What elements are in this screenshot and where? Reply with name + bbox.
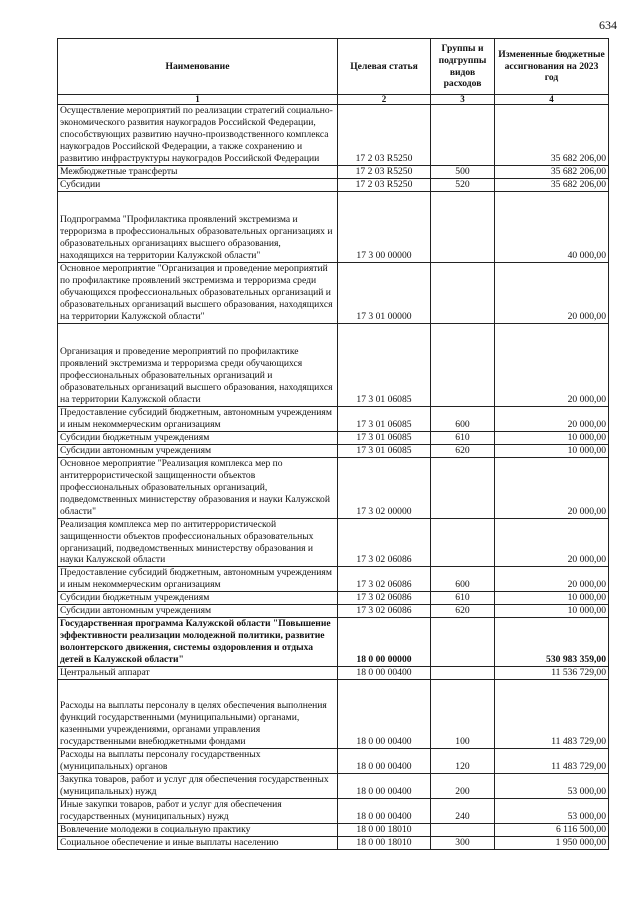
row-target-code: 18 0 00 00400 bbox=[338, 774, 431, 799]
row-expense-group bbox=[431, 191, 495, 262]
row-amount: 20 000,00 bbox=[495, 262, 609, 323]
row-amount: 10 000,00 bbox=[495, 444, 609, 457]
row-amount: 1 950 000,00 bbox=[495, 837, 609, 850]
row-amount: 35 682 206,00 bbox=[495, 105, 609, 166]
row-expense-group bbox=[431, 824, 495, 837]
row-amount: 35 682 206,00 bbox=[495, 165, 609, 178]
row-target-code: 18 0 00 18010 bbox=[338, 824, 431, 837]
row-target-code: 17 2 03 R5250 bbox=[338, 105, 431, 166]
row-target-code: 17 3 01 06085 bbox=[338, 323, 431, 406]
row-name: Основное мероприятие "Реализация комплекса мер по антитеррористической защищенности объектов профессиональных образовательных организаций, подведомственных министерству образования и науки Калужской области" bbox=[58, 457, 338, 518]
row-amount: 20 000,00 bbox=[495, 567, 609, 592]
row-name: Субсидии бюджетным учреждениям bbox=[58, 592, 338, 605]
row-expense-group: 600 bbox=[431, 567, 495, 592]
table-body bbox=[58, 105, 609, 850]
row-expense-group: 200 bbox=[431, 774, 495, 799]
header-target: Целевая статья bbox=[338, 39, 431, 95]
row-amount: 11 483 729,00 bbox=[495, 680, 609, 749]
row-target-code: 18 0 00 00400 bbox=[338, 749, 431, 774]
row-target-code: 17 3 01 00000 bbox=[338, 262, 431, 323]
row-name: Предоставление субсидий бюджетным, автономным учреждениям и иным некоммерческим организациям bbox=[58, 406, 338, 431]
row-expense-group: 520 bbox=[431, 178, 495, 191]
header-assignments: Измененные бюджетные ассигнования на 2023 год bbox=[495, 39, 609, 95]
row-target-code: 18 0 00 18010 bbox=[338, 837, 431, 850]
table-row bbox=[58, 444, 609, 457]
row-amount: 20 000,00 bbox=[495, 406, 609, 431]
row-expense-group bbox=[431, 323, 495, 406]
table-row bbox=[58, 749, 609, 774]
row-expense-group bbox=[431, 518, 495, 567]
row-target-code: 18 0 00 00400 bbox=[338, 799, 431, 824]
row-name: Межбюджетные трансферты bbox=[58, 165, 338, 178]
row-target-code: 17 3 02 06086 bbox=[338, 592, 431, 605]
row-name: Центральный аппарат bbox=[58, 667, 338, 680]
col-number-2: 2 bbox=[338, 95, 431, 105]
table-row bbox=[58, 680, 609, 749]
row-target-code: 17 3 01 06085 bbox=[338, 444, 431, 457]
row-expense-group: 620 bbox=[431, 605, 495, 618]
row-amount: 10 000,00 bbox=[495, 605, 609, 618]
row-target-code: 17 3 02 06086 bbox=[338, 567, 431, 592]
row-name: Осуществление мероприятий по реализации стратегий социально-экономического развития наукоградов Российской Федерации, способствующих развитию научно-производственного комплекса наукоградов Российской Федерации, а также сохранению и развитию инфраструктуры наукоградов Российской Федерации bbox=[58, 105, 338, 166]
table-row bbox=[58, 518, 609, 567]
table-row bbox=[58, 667, 609, 680]
table-row bbox=[58, 323, 609, 406]
col-number-3: 3 bbox=[431, 95, 495, 105]
page-number: 634 bbox=[599, 18, 617, 32]
row-expense-group: 610 bbox=[431, 592, 495, 605]
row-expense-group: 120 bbox=[431, 749, 495, 774]
row-name: Субсидии автономным учреждениям bbox=[58, 605, 338, 618]
budget-table bbox=[57, 38, 609, 850]
row-expense-group: 620 bbox=[431, 444, 495, 457]
row-name: Субсидии bbox=[58, 178, 338, 191]
row-amount: 530 983 359,00 bbox=[495, 618, 609, 667]
row-name: Субсидии автономным учреждениям bbox=[58, 444, 338, 457]
col-number-1: 1 bbox=[58, 95, 338, 105]
row-target-code: 18 0 00 00400 bbox=[338, 667, 431, 680]
row-amount: 20 000,00 bbox=[495, 518, 609, 567]
row-expense-group: 240 bbox=[431, 799, 495, 824]
row-expense-group: 300 bbox=[431, 837, 495, 850]
table-row bbox=[58, 262, 609, 323]
row-target-code: 17 3 02 00000 bbox=[338, 457, 431, 518]
row-expense-group bbox=[431, 618, 495, 667]
table-row bbox=[58, 618, 609, 667]
row-amount: 53 000,00 bbox=[495, 774, 609, 799]
row-name: Реализация комплекса мер по антитеррористической защищенности объектов профессиональных образовательных организаций, подведомственных министерству образования и науки Калужской области bbox=[58, 518, 338, 567]
table-row bbox=[58, 605, 609, 618]
table-row bbox=[58, 178, 609, 191]
row-name: Социальное обеспечение и иные выплаты населению bbox=[58, 837, 338, 850]
row-name: Иные закупки товаров, работ и услуг для обеспечения государственных (муниципальных) нужд bbox=[58, 799, 338, 824]
col-number-4: 4 bbox=[495, 95, 609, 105]
row-name: Основное мероприятие "Организация и проведение мероприятий по профилактике проявлений экстремизма и терроризма среди обучающихся профессиональных образовательных организаций и образовательных организаций высшего образования, находящихся на территории Калужской области" bbox=[58, 262, 338, 323]
row-amount: 35 682 206,00 bbox=[495, 178, 609, 191]
row-amount: 10 000,00 bbox=[495, 592, 609, 605]
row-amount: 20 000,00 bbox=[495, 457, 609, 518]
table-row bbox=[58, 431, 609, 444]
row-name: Вовлечение молодежи в социальную практику bbox=[58, 824, 338, 837]
row-target-code: 18 0 00 00000 bbox=[338, 618, 431, 667]
row-name: Организация и проведение мероприятий по профилактике проявлений экстремизма и терроризма среди обучающихся профессиональных образовательных организаций и образовательных организаций высшего образования, находящихся на территории Калужской области bbox=[58, 323, 338, 406]
row-name: Субсидии бюджетным учреждениям bbox=[58, 431, 338, 444]
table-row bbox=[58, 191, 609, 262]
table-row bbox=[58, 592, 609, 605]
header-groups: Группы и подгруппы видов расходов bbox=[431, 39, 495, 95]
row-amount: 11 483 729,00 bbox=[495, 749, 609, 774]
row-expense-group bbox=[431, 105, 495, 166]
row-target-code: 17 2 03 R5250 bbox=[338, 165, 431, 178]
table-row bbox=[58, 105, 609, 166]
row-name: Предоставление субсидий бюджетным, автономным учреждениям и иным некоммерческим организациям bbox=[58, 567, 338, 592]
row-name: Закупка товаров, работ и услуг для обеспечения государственных (муниципальных) нужд bbox=[58, 774, 338, 799]
row-expense-group bbox=[431, 667, 495, 680]
row-expense-group: 600 bbox=[431, 406, 495, 431]
row-expense-group: 500 bbox=[431, 165, 495, 178]
table-row bbox=[58, 824, 609, 837]
row-amount: 20 000,00 bbox=[495, 323, 609, 406]
row-name: Расходы на выплаты персоналу в целях обеспечения выполнения функций государственными (муниципальными) органами, казенными учреждениями, органами управления государственными внебюджетными фондами bbox=[58, 680, 338, 749]
row-target-code: 17 3 01 06085 bbox=[338, 431, 431, 444]
row-amount: 6 116 500,00 bbox=[495, 824, 609, 837]
table-row bbox=[58, 799, 609, 824]
row-name: Государственная программа Калужской области "Повышение эффективности реализации молодежной политики, развитие волонтерского движения, системы оздоровления и отдыха детей в Калужской области" bbox=[58, 618, 338, 667]
row-target-code: 18 0 00 00400 bbox=[338, 680, 431, 749]
row-expense-group: 610 bbox=[431, 431, 495, 444]
table-row bbox=[58, 457, 609, 518]
row-target-code: 17 3 02 06086 bbox=[338, 605, 431, 618]
row-target-code: 17 3 00 00000 bbox=[338, 191, 431, 262]
header-name: Наименование bbox=[58, 39, 338, 95]
row-target-code: 17 3 01 06085 bbox=[338, 406, 431, 431]
row-name: Подпрограмма "Профилактика проявлений экстремизма и терроризма в профессиональных образовательных организациях и образовательных организациях высшего образования, находящихся на территории Калужской области" bbox=[58, 191, 338, 262]
row-amount: 11 536 729,00 bbox=[495, 667, 609, 680]
row-amount: 40 000,00 bbox=[495, 191, 609, 262]
row-amount: 10 000,00 bbox=[495, 431, 609, 444]
row-amount: 53 000,00 bbox=[495, 799, 609, 824]
row-target-code: 17 3 02 06086 bbox=[338, 518, 431, 567]
row-target-code: 17 2 03 R5250 bbox=[338, 178, 431, 191]
row-name: Расходы на выплаты персоналу государственных (муниципальных) органов bbox=[58, 749, 338, 774]
row-expense-group bbox=[431, 457, 495, 518]
table-row bbox=[58, 567, 609, 592]
table-row bbox=[58, 165, 609, 178]
row-expense-group: 100 bbox=[431, 680, 495, 749]
row-expense-group bbox=[431, 262, 495, 323]
table-row bbox=[58, 406, 609, 431]
table-row bbox=[58, 837, 609, 850]
table-row bbox=[58, 774, 609, 799]
